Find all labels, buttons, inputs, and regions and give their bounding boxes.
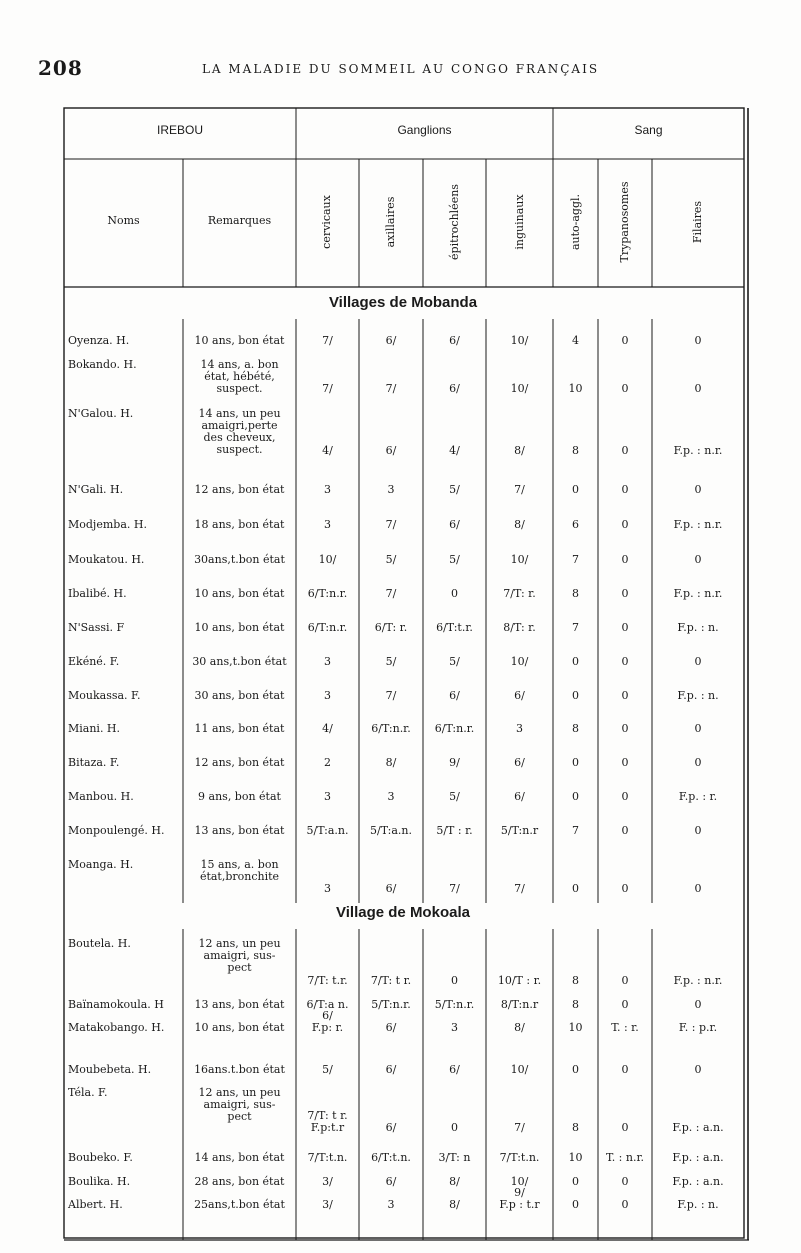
row-value-autoaggl: 0 [572, 483, 579, 496]
row-remark: 14 ans, a. bon état, hébété, suspect. [200, 358, 279, 395]
row-value-inguinaux: 8/T:n.r [500, 998, 539, 1011]
row-value-filaires: F.p. : n. [677, 1198, 719, 1211]
row-value-filaires: 0 [694, 334, 702, 347]
row-value-inguinaux: 7/ [514, 882, 525, 895]
row-remark: 10 ans, bon état [194, 621, 285, 634]
row-value-pitrochlens: 8/ [449, 1175, 460, 1188]
row-value-inguinaux: 6/ [514, 756, 525, 769]
row-value-trypanosomes: 0 [621, 382, 629, 395]
row-value-axillaires: 5/T:a.n. [370, 824, 412, 837]
row-value-cervicaux: 4/ [322, 722, 333, 735]
row-value-filaires: F.p. : a.n. [672, 1175, 724, 1188]
row-name: Moukatou. H. [68, 553, 145, 566]
row-value-inguinaux: 5/T:n.r [500, 824, 539, 837]
row-name: Boubeko. F. [68, 1151, 133, 1164]
row-value-inguinaux: 10/ [510, 382, 529, 395]
column-header-filaires: Filaires [691, 200, 704, 244]
row-name: Moanga. H. [68, 858, 134, 871]
row-value-trypanosomes: 0 [621, 553, 629, 566]
row-value-trypanosomes: 0 [621, 1063, 629, 1076]
row-value-autoaggl: 0 [572, 756, 579, 769]
row-value-pitrochlens: 6/ [449, 689, 460, 702]
row-value-filaires: 0 [694, 553, 702, 566]
row-value-axillaires: 8/ [385, 756, 397, 769]
row-value-cervicaux: 5/ [322, 1063, 333, 1076]
row-name: Oyenza. H. [68, 334, 130, 347]
row-value-trypanosomes: 0 [621, 689, 629, 702]
row-value-axillaires: 7/T: t r. [370, 974, 412, 987]
row-value-pitrochlens: 5/ [449, 483, 460, 496]
row-value-pitrochlens: 6/ [449, 382, 460, 395]
row-value-trypanosomes: T. : n.r. [605, 1151, 645, 1164]
row-value-cervicaux: 7/ [322, 334, 333, 347]
row-value-cervicaux: 10/ [318, 553, 337, 566]
row-value-trypanosomes: 0 [621, 882, 629, 895]
row-value-axillaires: 6/ [385, 1121, 397, 1134]
row-value-pitrochlens: 7/ [449, 882, 460, 895]
row-value-cervicaux: 6/T:n.r. [307, 587, 348, 600]
row-value-axillaires: 7/ [385, 689, 397, 702]
row-value-autoaggl: 7 [572, 824, 579, 837]
row-value-pitrochlens: 5/T:n.r. [434, 998, 475, 1011]
row-value-axillaires: 6/T:n.r. [371, 722, 411, 735]
row-value-pitrochlens: 4/ [449, 444, 460, 457]
row-value-trypanosomes: T. : r. [611, 1021, 639, 1034]
row-value-trypanosomes: 0 [621, 621, 629, 634]
row-value-autoaggl: 6 [572, 518, 579, 531]
row-value-axillaires: 7/ [385, 518, 397, 531]
row-value-inguinaux: 10/ [510, 1175, 529, 1188]
row-remark: 30ans,t.bon état [194, 553, 285, 566]
row-remark: 12 ans, un peu amaigri, sus- pect [198, 937, 281, 974]
row-value-pitrochlens: 3 [451, 1021, 458, 1034]
row-value-cervicaux: 6/ F.p: r. [311, 1009, 344, 1034]
row-name: Ekéné. F. [68, 655, 120, 668]
row-remark: 30 ans,t.bon état [192, 655, 287, 668]
row-value-inguinaux: 3 [516, 722, 523, 735]
row-value-autoaggl: 8 [572, 722, 579, 735]
row-value-inguinaux: 8/ [514, 444, 525, 457]
row-value-filaires: F.p. : r. [678, 790, 718, 803]
row-value-axillaires: 5/ [385, 655, 397, 668]
row-value-inguinaux: 9/ F.p : t.r [499, 1186, 540, 1211]
row-value-trypanosomes: 0 [621, 998, 629, 1011]
row-name: Baïnamokoula. H [68, 998, 164, 1011]
row-name: Moubebeta. H. [68, 1063, 152, 1076]
row-value-inguinaux: 6/ [514, 790, 525, 803]
row-value-axillaires: 7/ [385, 382, 397, 395]
row-remark: 14 ans, un peu amaigri,perte des cheveux, suspect. [198, 407, 281, 456]
row-value-filaires: 0 [694, 882, 702, 895]
group-header-irebou: IREBOU [156, 123, 203, 137]
row-name: Téla. F. [68, 1086, 108, 1099]
row-value-filaires: F.p. : n.r. [673, 444, 723, 457]
row-value-trypanosomes: 0 [621, 790, 629, 803]
row-name: N'Gali. H. [68, 483, 124, 496]
row-value-pitrochlens: 5/ [449, 790, 460, 803]
row-value-axillaires: 3 [387, 1198, 395, 1211]
row-value-cervicaux: 7/T: t.r. [307, 974, 348, 987]
row-remark: 13 ans, bon état [194, 998, 285, 1011]
row-remark: 14 ans, bon état [194, 1151, 285, 1164]
row-value-cervicaux: 3/ [322, 1198, 333, 1211]
row-value-inguinaux: 7/ [514, 483, 525, 496]
row-value-axillaires: 5/T:n.r. [371, 998, 411, 1011]
row-value-autoaggl: 0 [572, 1198, 579, 1211]
row-value-filaires: F.p. : a.n. [672, 1121, 724, 1134]
row-value-pitrochlens: 0 [451, 587, 458, 600]
group-header-ganglions: Ganglions [397, 123, 452, 137]
row-value-inguinaux: 8/ [514, 518, 525, 531]
data-table [63, 107, 751, 1242]
row-value-autoaggl: 8 [572, 1121, 579, 1134]
row-value-filaires: F.p. : n.r. [673, 587, 723, 600]
row-value-cervicaux: 4/ [322, 444, 333, 457]
row-value-autoaggl: 7 [572, 553, 579, 566]
row-value-pitrochlens: 5/ [449, 553, 460, 566]
row-value-cervicaux: 3 [324, 882, 331, 895]
row-value-cervicaux: 3 [324, 790, 331, 803]
row-value-pitrochlens: 5/T : r. [436, 824, 473, 837]
row-value-axillaires: 6/T:t.n. [371, 1151, 411, 1164]
row-value-autoaggl: 8 [572, 998, 579, 1011]
row-value-autoaggl: 8 [572, 587, 579, 600]
row-value-pitrochlens: 6/T:n.r. [434, 722, 475, 735]
row-value-axillaires: 6/T: r. [374, 621, 408, 634]
running-head: LA MALADIE DU SOMMEIL AU CONGO FRANÇAIS [201, 62, 600, 76]
row-value-inguinaux: 7/T:t.n. [499, 1151, 540, 1164]
group-header-sang: Sang [634, 123, 663, 137]
row-value-trypanosomes: 0 [621, 1175, 629, 1188]
row-value-trypanosomes: 0 [621, 756, 629, 769]
column-header-epitrochleens: épitrochléens [448, 184, 461, 260]
row-remark: 9 ans, bon état [198, 790, 281, 803]
row-remark: 30 ans, bon état [194, 689, 285, 702]
row-value-filaires: 0 [694, 483, 702, 496]
row-name: Bokando. H. [68, 358, 137, 371]
row-value-trypanosomes: 0 [621, 444, 629, 457]
row-value-filaires: F.p. : n.r. [673, 974, 723, 987]
row-value-inguinaux: 10/ [510, 655, 529, 668]
row-name: Manbou. H. [68, 790, 134, 803]
row-remark: 28 ans, bon état [194, 1175, 285, 1188]
row-name: Moukassa. F. [68, 689, 141, 702]
row-value-cervicaux: 6/T:n.r. [307, 621, 348, 634]
column-header-inguinaux: inguinaux [513, 194, 526, 250]
row-value-filaires: F.p. : n. [677, 689, 719, 702]
row-name: Matakobango. H. [68, 1021, 165, 1034]
row-value-filaires: 0 [694, 382, 702, 395]
row-value-pitrochlens: 9/ [449, 756, 460, 769]
row-value-filaires: 0 [694, 655, 702, 668]
row-value-autoaggl: 0 [572, 1063, 579, 1076]
row-value-filaires: F. : p.r. [678, 1021, 718, 1034]
row-remark: 11 ans, bon état [194, 722, 285, 735]
row-name: N'Galou. H. [68, 407, 134, 420]
row-name: Miani. H. [68, 722, 121, 735]
row-value-cervicaux: 7/T:t.n. [307, 1151, 348, 1164]
row-remark: 10 ans, bon état [194, 1021, 285, 1034]
row-remark: 10 ans, bon état [194, 587, 285, 600]
row-value-cervicaux: 6/T:a n. [306, 998, 349, 1011]
row-value-trypanosomes: 0 [621, 1121, 629, 1134]
row-value-cervicaux: 7/ [322, 382, 333, 395]
column-header-axillaires: axillaires [384, 196, 397, 248]
row-value-cervicaux: 2 [324, 756, 331, 769]
row-name: Boulika. H. [68, 1175, 131, 1188]
row-value-cervicaux: 5/T:a.n. [306, 824, 349, 837]
row-value-filaires: F.p. : n. [677, 621, 719, 634]
section-title-mokoala: Village de Mokoala [336, 904, 470, 921]
row-name: Modjemba. H. [68, 518, 147, 531]
row-value-pitrochlens: 6/ [449, 1063, 460, 1076]
column-header-remarques: Remarques [207, 214, 272, 227]
row-remark: 12 ans, un peu amaigri, sus- pect [198, 1086, 281, 1123]
row-value-autoaggl: 0 [572, 790, 579, 803]
row-value-cervicaux: 3 [324, 483, 331, 496]
row-value-inguinaux: 7/T: r. [503, 587, 536, 600]
row-value-inguinaux: 7/ [514, 1121, 525, 1134]
row-remark: 16ans.t.bon état [194, 1063, 285, 1076]
row-value-autoaggl: 7 [572, 621, 579, 634]
row-value-trypanosomes: 0 [621, 334, 629, 347]
row-name: Ibalibé. H. [68, 587, 127, 600]
row-value-filaires: 0 [694, 1063, 702, 1076]
row-value-trypanosomes: 0 [621, 824, 629, 837]
row-value-axillaires: 6/ [385, 882, 397, 895]
row-value-axillaires: 3 [387, 483, 395, 496]
row-value-trypanosomes: 0 [621, 655, 629, 668]
row-value-inguinaux: 10/ [510, 334, 529, 347]
row-value-axillaires: 6/ [385, 334, 397, 347]
row-value-axillaires: 6/ [385, 1063, 397, 1076]
row-value-pitrochlens: 0 [451, 974, 458, 987]
row-value-autoaggl: 4 [572, 334, 579, 347]
row-remark: 12 ans, bon état [194, 483, 285, 496]
row-value-pitrochlens: 8/ [449, 1198, 460, 1211]
row-value-trypanosomes: 0 [621, 722, 629, 735]
column-header-auto-aggl: auto-aggl. [569, 193, 582, 251]
row-value-cervicaux: 3 [324, 689, 331, 702]
row-remark: 15 ans, a. bon état,bronchite [199, 858, 280, 883]
row-value-trypanosomes: 0 [621, 483, 629, 496]
row-name: Albert. H. [68, 1198, 123, 1211]
row-value-cervicaux: 7/T: t r. F.p:t.r [307, 1109, 348, 1134]
row-value-autoaggl: 0 [572, 689, 579, 702]
row-value-cervicaux: 3 [324, 655, 331, 668]
row-value-filaires: F.p. : a.n. [672, 1151, 724, 1164]
row-value-autoaggl: 0 [572, 655, 579, 668]
row-value-trypanosomes: 0 [621, 587, 629, 600]
row-value-axillaires: 6/ [385, 1021, 397, 1034]
row-name: N'Sassi. F [68, 621, 125, 634]
row-value-pitrochlens: 6/T:t.r. [436, 621, 473, 634]
row-value-filaires: 0 [694, 824, 702, 837]
row-value-axillaires: 6/ [385, 1175, 397, 1188]
row-value-axillaires: 7/ [385, 587, 397, 600]
row-value-inguinaux: 8/T: r. [503, 621, 536, 634]
row-value-filaires: 0 [694, 756, 702, 769]
column-header-noms: Noms [107, 214, 140, 227]
row-value-cervicaux: 3 [324, 518, 331, 531]
section-title-mobanda: Villages de Mobanda [328, 294, 478, 311]
row-remark: 13 ans, bon état [194, 824, 285, 837]
row-remark: 25ans,t.bon état [194, 1198, 285, 1211]
row-value-filaires: 0 [694, 722, 702, 735]
row-value-filaires: 0 [694, 998, 702, 1011]
row-value-inguinaux: 10/ [510, 1063, 529, 1076]
row-value-autoaggl: 0 [572, 1175, 579, 1188]
column-header-trypanosomes: Trypanosomes [618, 181, 631, 263]
row-value-trypanosomes: 0 [621, 974, 629, 987]
row-value-autoaggl: 10 [568, 1151, 583, 1164]
row-value-axillaires: 3 [387, 790, 395, 803]
row-remark: 10 ans, bon état [194, 334, 285, 347]
row-value-inguinaux: 6/ [514, 689, 525, 702]
row-value-trypanosomes: 0 [621, 1198, 629, 1211]
row-value-axillaires: 5/ [385, 553, 397, 566]
row-name: Bitaza. F. [68, 756, 120, 769]
row-value-autoaggl: 8 [572, 444, 579, 457]
row-value-autoaggl: 8 [572, 974, 579, 987]
row-value-inguinaux: 10/ [510, 553, 529, 566]
row-value-filaires: F.p. : n.r. [673, 518, 723, 531]
column-header-cervicaux: cervicaux [320, 195, 333, 249]
row-value-autoaggl: 0 [572, 882, 579, 895]
row-value-pitrochlens: 3/T: n [438, 1151, 471, 1164]
row-value-pitrochlens: 5/ [449, 655, 460, 668]
row-value-autoaggl: 10 [568, 382, 583, 395]
row-name: Boutela. H. [68, 937, 131, 950]
row-value-cervicaux: 3/ [322, 1175, 333, 1188]
row-value-pitrochlens: 0 [451, 1121, 458, 1134]
row-value-inguinaux: 10/T : r. [497, 974, 542, 987]
page-number: 208 [38, 56, 83, 80]
row-name: Monpoulengé. H. [68, 824, 165, 837]
row-remark: 12 ans, bon état [194, 756, 285, 769]
row-value-pitrochlens: 6/ [449, 334, 460, 347]
row-remark: 18 ans, bon état [194, 518, 285, 531]
row-value-trypanosomes: 0 [621, 518, 629, 531]
row-value-autoaggl: 10 [568, 1021, 583, 1034]
row-value-pitrochlens: 6/ [449, 518, 460, 531]
row-value-inguinaux: 8/ [514, 1021, 525, 1034]
row-value-axillaires: 6/ [385, 444, 397, 457]
